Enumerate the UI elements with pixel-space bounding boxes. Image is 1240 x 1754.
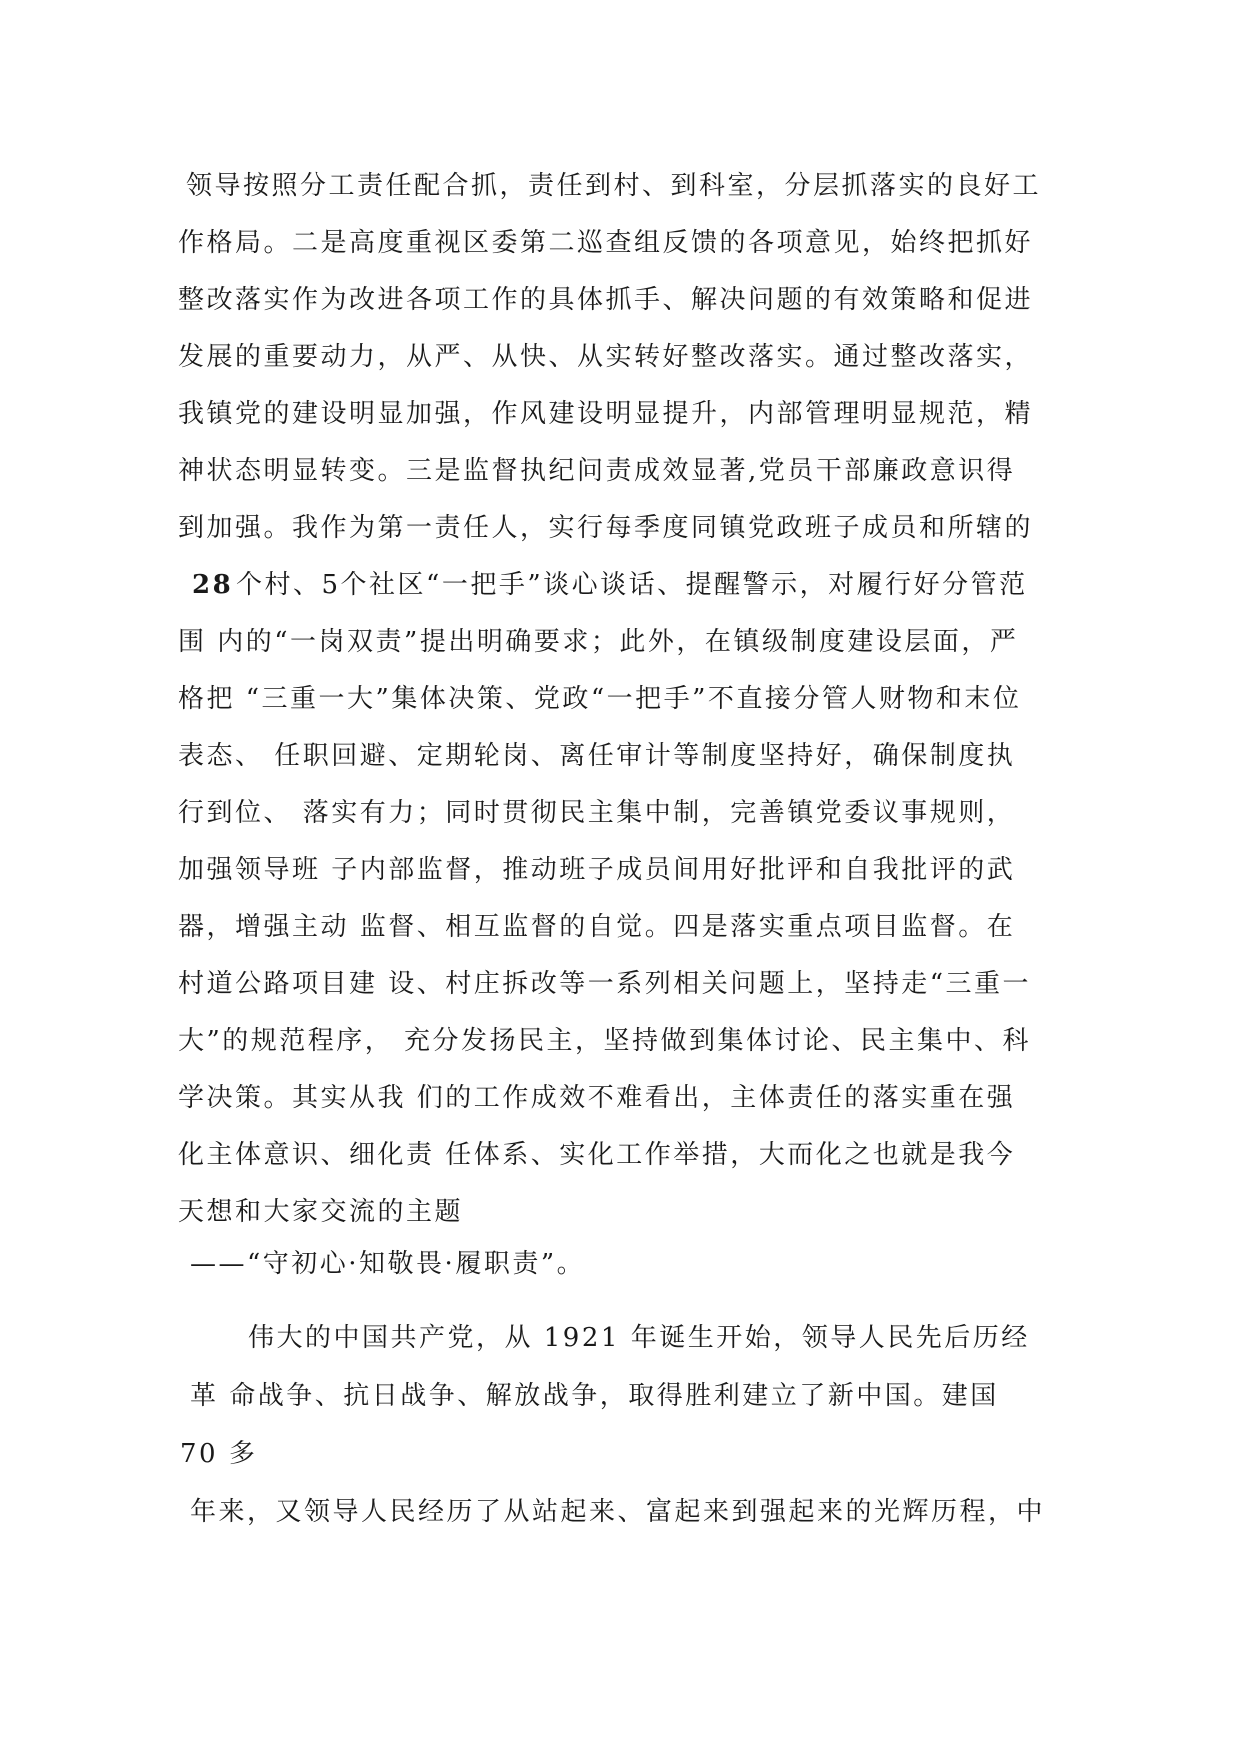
- text-line: 神状态明显转变。三是监督执纪问责成效显著,党员干部廉政意识得: [178, 456, 1016, 486]
- text-line: 领导按照分工责任配合抓，责任到村、到科室，分层抓落实的良好工: [186, 171, 1042, 201]
- text-line: 化主体意识、细化责 任体系、实化工作举措，大而化之也就是我今: [178, 1140, 1016, 1170]
- text-line: 到加强。我作为第一责任人，实行每季度同镇党政班子成员和所辖的: [178, 513, 1034, 543]
- text-line: 围 内的“一岗双责”提出明确要求；此外，在镇级制度建设层面，严: [178, 627, 1019, 657]
- text-line: 学决策。其实从我 们的工作成效不难看出，主体责任的落实重在强: [178, 1083, 1016, 1113]
- text-line: 器，增强主动 监督、相互监督的自觉。四是落实重点项目监督。在: [178, 912, 1016, 942]
- text-line: 格把 “三重一大”集体决策、党政“一把手”不直接分管人财物和末位: [178, 684, 1022, 714]
- text-line: 作格局。二是高度重视区委第二巡查组反馈的各项意见，始终把抓好: [178, 228, 1034, 258]
- text-line: ——“守初心·知敬畏·履职责”。: [190, 1249, 586, 1279]
- text-line: 整改落实作为改进各项工作的具体抓手、解决问题的有效策略和促进: [178, 285, 1034, 315]
- text-line: 革 命战争、抗日战争、解放战争，取得胜利建立了新中国。建国: [190, 1381, 999, 1411]
- text-line: 70 多: [180, 1439, 258, 1469]
- text-line: 行到位、 落实有力；同时贯彻民主集中制，完善镇党委议事规则，: [178, 798, 1016, 828]
- text-line: 天想和大家交流的主题: [178, 1197, 464, 1227]
- text-line: 大”的规范程序， 充分发扬民主，坚持做到集体讨论、民主集中、科: [178, 1026, 1032, 1056]
- text-line: 发展的重要动力，从严、从快、从实转好整改落实。通过整改落实，: [178, 342, 1034, 372]
- text-line: 我镇党的建设明显加强，作风建设明显提升，内部管理明显规范，精: [178, 399, 1034, 429]
- text-line: 伟大的中国共产党，从 1921 年诞生开始，领导人民先后历经: [248, 1323, 1030, 1353]
- text-line: 年来，又领导人民经历了从站起来、富起来到强起来的光辉历程，中: [190, 1497, 1046, 1527]
- bold-number: 28: [192, 570, 234, 600]
- text-line: 表态、 任职回避、定期轮岗、离任审计等制度坚持好，确保制度执: [178, 741, 1016, 771]
- text-line: 加强领导班 子内部监督，推动班子成员间用好批评和自我批评的武: [178, 855, 1016, 885]
- text-line: 村道公路项目建 设、村庄拆改等一系列相关问题上，坚持走“三重一: [178, 969, 1032, 999]
- text-line: 个村、5个社区“一把手”谈心谈话、提醒警示，对履行好分管范: [236, 570, 1028, 600]
